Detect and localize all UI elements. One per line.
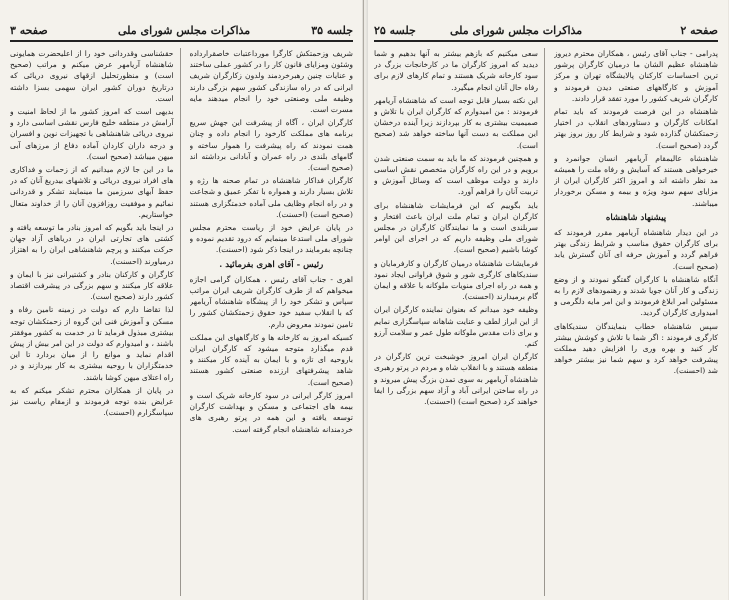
paragraph: کارگران ایران امروز خوشبخت ترین کارگران در منطقه هستند و با انقلاب شاه و مردم در پرتو رهبری شاهنشاه آریامهر به سوی تمدن بزرگ پیش میروند و در راه ساختن ایرانی آباد و آزاد سهم بزرگی را ایفا خواهند کرد (صحیح است) (احسنت). (374, 352, 538, 407)
paragraph: شریف وزحمتکش کارگرا مورداعتبات خاصقرارداده وشئون ومزایای قانون کار را در کشور عملی ساختند و عنایات چنین رهبرخردمند ولدون زکارگران شریف ایرانی که در راه سازندگی کشور سهم بزرگی دارند وظیفه ملی وصنعتی خود را انجام میدهند مایه مسرت است. (189, 49, 353, 115)
paragraph: سپس شاهنشاه خطاب بنمایندگان سندیکاهای کارگری فرمودند : اگر شما با تلاش و کوشش بیشتر کار کنید و بهره وری را افزایش دهید مملکت پیشرفت خواهد کرد و سهم شما نیز بیشتر خواهد شد (احسنت). (554, 321, 718, 376)
paragraph: حقشناسی وقدردانی خود را از اعلیحضرت همایونی شاهنشاه آریامهر عرض میکنم و مراتب (صحیح است) و منظورتحلیل ازقهای نیروی دریائی که درتاریخ دوران کشور ایران سهمی بسزا داشته است. (10, 49, 174, 103)
column-left (10, 48, 181, 596)
right-page-columns (374, 48, 718, 596)
right-page-header (374, 22, 718, 42)
header-rule (374, 40, 718, 42)
paragraph: بدیهی است که امروز کشور ما از لحاظ امنیت و آرامش در منطقه خلیج فارس نقشی اساسی دارد و نیروی دریائی شاهنشاهی با تجهیزات نوین و افسران و درجه داران کاردان آماده دفاع از مرزهای آبی میهن میباشد (صحیح است). (10, 107, 174, 161)
running-title: مذاکرات مجلس شورای ملی (450, 24, 583, 37)
right-page (364, 0, 728, 600)
column-right (554, 48, 718, 596)
section-heading: پیشنهاد شاهنشاه (605, 212, 667, 223)
paragraph: شاهنشاه در این فرصت فرمودند که باید تمام امکانات کارگران و دستاوردهای انقلاب در اختیار زحمتکشان گذارده شود و شرایط کار روز بروز بهتر گردد (صحیح است). (554, 107, 718, 150)
paragraph: لذا تقاضا دارم که دولت در زمینه تامین رفاه و مسکن و آموزش فنی این گروه از زحمتکشان توجه بیشتری مبذول فرماید تا در خدمت به کشور موفقتر باشند ، و امیدوارم که دولت در این امر بیش از پیش اقدام نماید و موانع را از میان بردارد تا این خدمتگزاران با روحیه بیشتری به کار بپردازند و در راه اعتلای میهن کوشا باشند. (10, 305, 174, 382)
paragraph: کارگران و کارکنان بنادر و کشتیرانی نیز با ایمان و علاقه کار میکنند و سهم بزرگی در پیشرفت اقتصاد کشور دارند (صحیح است). (10, 269, 174, 302)
paragraph: کسیکه امروز به کارخانه ها و کارگاههای این مملکت قدم میگذارد متوجه میشود که کارگران ایران باروحیه ای تازه و با ایمان به آینده کار میکنند و شاهد پیشرفتهای ارزنده صنعتی کشور هستند (صحیح است). (189, 332, 353, 387)
paragraph: سعی میکنیم که بازهم بیشتر به آنها بدهیم و شما دیدید که امروز کارگران ما در کارخانجات بزرگ در سود کارخانه شریک هستند و تمام کارهای لازم برای رفاه حال آنان انجام میگیرد. (374, 49, 538, 92)
paragraph: در پایان عرایض خود از ریاست محترم مجلس شورای ملی استدعا مینمایم که درود تقدیم نموده و چنانچه بفرمایند در اینجا ذکر شود (احسنت). (189, 223, 353, 255)
paragraph: باید بگوییم که این فرمایشات شاهنشاه برای کارگران ایران و تمام ملت ایران باعث افتخار و سربلندی است و ما نمایندگان کارگران در مجلس شورای ملی وظیفه داریم که در اجرای این اوامر کوشا باشیم (صحیح است). (374, 200, 538, 255)
paragraph: این نکته بسیار قابل توجه است که شاهنشاه آریامهر فرمودند : من امیدوارم که کارگران ایران با تلاش و صمیمیت بیشتری به کار بپردازند زیرا آینده درخشان این مملکت به دست آنها ساخته خواهد شد (صحیح است). (374, 95, 538, 150)
left-page-header (10, 22, 353, 42)
paragraph: شاهنشاه عالیمقام آریامهر انسان جوانمرد و خیرخواهی هستند که آسایش و رفاه ملت را همیشه مد نظر داشته اند و امروز اکثر کارگران ایران از مزایای سهم سود ویژه و بیمه و مسکن برخوردار میباشند. (554, 153, 718, 208)
paragraph: کارگران فداکار شاهنشاه در تمام صحنه ها رژه و تلاش بسیار دارند و همواره با تفکر عمیق و شجاعت و در راه انجام وظایف ملی آماده خدمتگزاری هستند (صحیح است) (احسنت). (189, 176, 353, 219)
paragraph: در پایان از همکاران محترم تشکر میکنم که به عرایض بنده توجه فرمودند و ازمقام ریاست نیز سپاسگزارم (احسنت). (10, 385, 174, 418)
paragraph: کارگران ایران ، آگاه از پیشرفت این جهش سریع برنامه های مملکت کارخود را انجام داده و چنان همت نمودند که راه پیشرفت را هموار ساخته و گامهای بلندی در راه عمران و آبادانی برداشته اند (صحیح است). (189, 118, 353, 173)
left-page (0, 0, 364, 600)
session-number: جلسه ۳۵ (311, 24, 353, 37)
paragraph: در این دیدار شاهنشاه آریامهر مقرر فرمودند که برای کارگران حقوق مناسب و شرایط زندگی بهتر فراهم گردد و آموزش حرفه ای آنان گسترش یابد (صحیح است). (554, 228, 718, 271)
page-number: صفحه ۲ (680, 24, 718, 37)
left-page-columns (10, 48, 353, 596)
paragraph: در اینجا باید بگویم که امروز بنادر ما توسعه یافته و کشتی های تجارتی ایران در دریاهای آزاد جهان حرکت میکنند و پرچم شاهنشاهی ایران را به اهتزاز درمیاورند (احسنت). (10, 223, 174, 266)
binding-gutter (362, 0, 368, 600)
speaker-heading: رئیس - آقای اهری بفرمائید . (219, 259, 324, 270)
paragraph: اهری - جناب آقای رئیس ، همکاران گرامی اجازه میخواهم که از طرف کارگران شریف ایران مراتب سپاس و تشکر خود را از پیشگاه شاهنشاه آریامهر که با انقلاب سفید خود حقوق زحمتکشان کشور را تامین نمودند معروض دارم. (189, 274, 353, 329)
page-number: صفحه ۳ (10, 24, 48, 37)
paragraph: امروز کارگر ایرانی در سود کارخانه شریک است و بیمه های اجتماعی و مسکن و بهداشت کارگران توسعه یافته و این همه در پرتو رهبری های خردمندانه شاهنشاه انجام گرفته است. (189, 390, 353, 434)
paragraph: و همچنین فرمودند که ما باید به سمت صنعتی شدن برویم و در این راه کارگران متخصص نقش اساسی دارند و دولت موظف است که وسائل آموزش و تربیت آنان را فراهم آورد. (374, 153, 538, 197)
header-rule (10, 40, 353, 42)
paragraph: ما در این جا لازم میدانیم که از زحمات و فداکاری های افراد نیروی دریائی و تلاشهای بیدریغ آنان که در حفظ آبهای سرزمین ما مینمایند تشکر و قدردانی نمائیم و موفقیت روزافزون آنان را از خداوند متعال خواستاریم. (10, 165, 174, 219)
paragraph: پدرامی - جناب آقای رئیس ، همکاران محترم دیروز شاهنشاه عظیم الشان ما درمیان کارگران پرشور ترین احساسات کارکنان پالایشگاه تهران و مرکز آموزش و کارگاههای صنعتی دیدن فرمودند و کارگران شریف کشور را مورد تفقد قرار دادند. (554, 49, 718, 103)
paragraph: فرمایشات شاهنشاه درمیان کارگران و کارفرمایان و سندیکاهای کارگری شور و شوق فراوانی ایجاد نمود و همه در راه اجرای منویات ملوکانه با علاقه و ایمان گام برمیدارند (احسنت). (374, 258, 538, 302)
column-left (374, 48, 545, 596)
paragraph: وظیفه خود میدانم که بعنوان نماینده کارگران ایران از این ابراز لطف و عنایت شاهانه سپاسگزاری نمایم و برای ذات مقدس ملوکانه طول عمر و سلامت آرزو کنم. (374, 305, 538, 349)
session-number: جلسه ۲۵ (374, 24, 416, 37)
column-right (190, 48, 354, 596)
running-title: مذاکرات مجلس شورای ملی (118, 24, 251, 37)
paragraph: آنگاه شاهنشاه با کارگران گفتگو نمودند و از وضع زندگی و کار آنان جویا شدند و رهنمودهای لازم را به مسئولین امر ابلاغ فرمودند و این امر مایه دلگرمی و امیدواری کارگران گردید. (554, 274, 718, 318)
